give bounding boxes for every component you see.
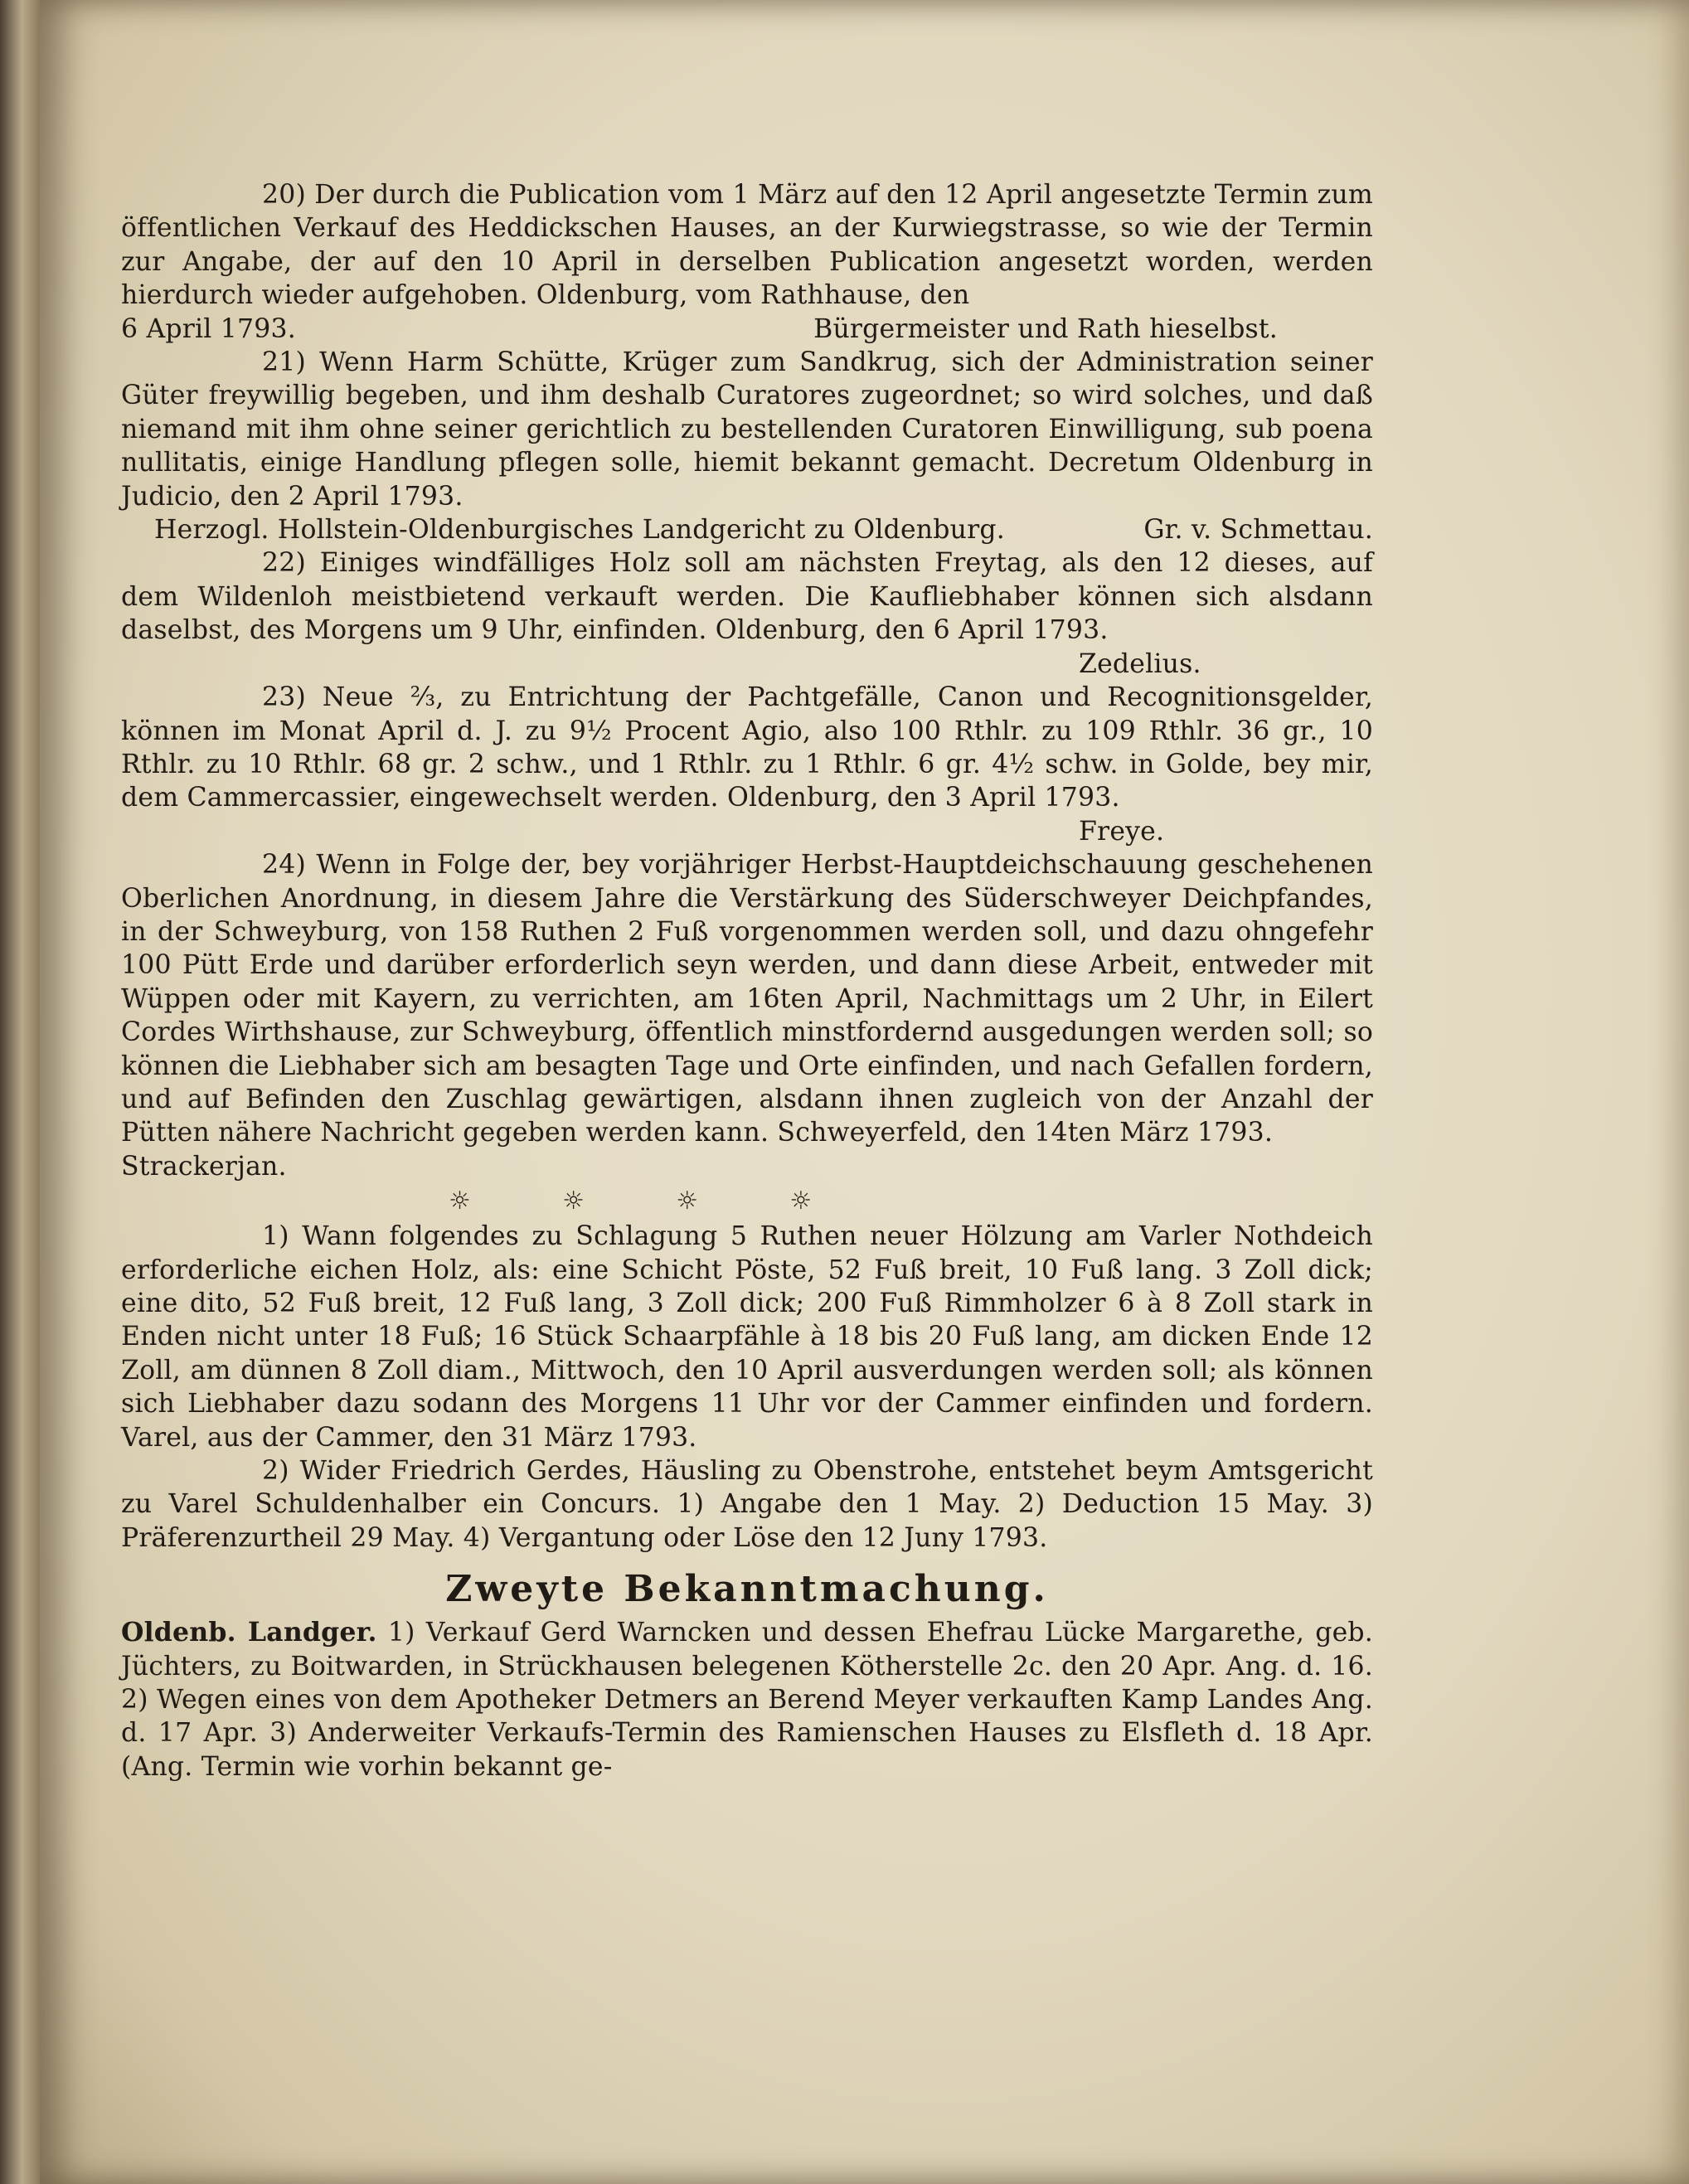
page-text: [121, 178, 1373, 1784]
notice-21: 21) Wenn Harm Schütte, Krüger zum Sandkrug, sich der Administration seiner Güter freywillig begeben, und ihm deshalb Curatores zugeordnet; so wird solches, und daß niemand mit ihm ohne seiner gerichtlich zu bestellenden Curatoren Einwilligung, sub poena nullitatis, einige Handlung pflegen solle, hiemit bekannt gemacht. Decretum Oldenburg in Judicio, den 2 April 1793.: [121, 347, 1373, 512]
previous-page-edge: [0, 0, 40, 2184]
ornament-sun-icon: ☼: [562, 1186, 585, 1216]
document-page: [40, 0, 1689, 2184]
varel-notice-2: 2) Wider Friedrich Gerdes, Häusling zu Obenstrohe, entstehet beym Amtsgericht zu Varel Schuldenhalber ein Concurs. 1) Angabe den 1 May. 2) Deduction 15 May. 3) Präferenzurtheil 29 May. 4) Vergantung oder Löse den 12 Juny 1793.: [121, 1456, 1373, 1553]
ornament-sun-icon: ☼: [449, 1186, 472, 1216]
varel-notice-1: 1) Wann folgendes zu Schlagung 5 Ruthen neuer Hölzung am Varler Nothdeich erforderliche eichen Holz, als: eine Schicht Pöste, 52 Fuß breit, 10 Fuß lang. 3 Zoll dick; eine dito, 52 Fuß breit, 12 Fuß lang, 3 Zoll dick; 200 Fuß Rimmholzer 6 à 8 Zoll stark in Enden nicht unter 18 Fuß; 16 Stück Schaarpfähle à 18 bis 20 Fuß lang, am dicken Ende 12 Zoll, am dünnen 8 Zoll diam., Mittwoch, den 10 April ausverdungen werden soll; als können sich Liebhaber dazu sodann des Morgens 11 Uhr vor der Cammer einfinden und fordern. Varel, aus der Cammer, den 31 März 1793.: [121, 1221, 1373, 1453]
notice-24-signer: Strackerjan.: [121, 1151, 287, 1182]
section-heading: Zweyte Bekanntmachung.: [445, 1568, 1049, 1611]
notice-24: 24) Wenn in Folge der, bey vorjähriger Herbst-Hauptdeichschauung geschehenen Oberlichen Anordnung, in diesem Jahre die Verstärkung des Süderschweyer Deichpfandes, in der Schweyburg, von 158 Ruthen 2 Fuß vorgenommen werden soll, und dazu ohngefehr 100 Pütt Erde und darüber erforderlich seyn werden, und dann diese Arbeit, entweder mit Wüppen oder mit Kayern, zu verrichten, am 16ten April, Nachmittags um 2 Uhr, in Eilert Cordes Wirthshause, zur Schweyburg, öffentlich minstfordernd ausgedungen werden soll; so können die Liebhaber sich am besagten Tage und Orte einfinden, und nach Gefallen fordern, und auf Befinden den Zuschlag gewärtigen, alsdann ihnen zugleich von der Anzahl der Pütten nähere Nachricht gegeben werden kann. Schweyerfeld, den 14ten März 1793.: [121, 850, 1373, 1148]
ornament-sun-icon: ☼: [789, 1186, 813, 1216]
second-announcement: [121, 1616, 1373, 1784]
notice-23: 23) Neue ⅔, zu Entrichtung der Pachtgefälle, Canon und Recognitionsgelder, können im Monat April d. J. zu 9½ Procent Agio, also 100 Rthlr. zu 109 Rthlr. 36 gr., 10 Rthlr. zu 10 Rthlr. 68 gr. 2 schw., und 1 Rthlr. zu 1 Rthlr. 6 gr. 4½ schw. in Golde, bey mir, dem Cammercassier, eingewechselt werden. Oldenburg, den 3 April 1793.: [121, 682, 1373, 813]
notice-22-signer: Zedelius.: [1079, 648, 1201, 679]
notice-20-date: 6 April 1793.: [121, 313, 296, 344]
notice-20-signature: [121, 313, 1373, 346]
ornament-sun-icon: ☼: [676, 1186, 699, 1216]
court-abbreviation: Oldenb. Landger.: [121, 1617, 377, 1648]
notice-20-signer: Bürgermeister und Rath hieselbst.: [813, 313, 1278, 344]
notice-23-signer: Freye.: [1079, 816, 1165, 847]
notice-21-court: Herzogl. Hollstein-Oldenburgisches Landgericht zu Oldenburg.: [154, 515, 1005, 546]
second-announcement-text: 1) Verkauf Gerd Warncken und dessen Ehefrau Lücke Margarethe, geb. Jüchters, zu Boitwarden, in Strückhausen belegenen Kötherstelle 2c. den 20 Apr. Ang. d. 16. 2) Wegen eines von dem Apotheker Detmers an Berend Meyer verkauften Kamp Landes Ang. d. 17 Apr. 3) Anderweiter Verkaufs-Termin des Ramienschen Hauses zu Elsfleth d. 18 Apr. (Ang. Termin wie vorhin bekannt ge-: [121, 1618, 1373, 1782]
notice-22: 22) Einiges windfälliges Holz soll am nächsten Freytag, als den 12 dieses, auf dem Wildenloh meistbietend verkauft werden. Die Kaufliebhaber können sich alsdann daselbst, des Morgens um 9 Uhr, einfinden. Oldenburg, den 6 April 1793.: [121, 548, 1373, 646]
notice-21-signature: [121, 513, 1373, 546]
notice-20: 20) Der durch die Publication vom 1 März auf den 12 April angesetzte Termin zum öffentlichen Verkauf des Heddickschen Hauses, an der Kurwiegstrasse, so wie der Termin zur Angabe, der auf den 10 April in derselben Publication angesetzt worden, werden hierdurch wieder aufgehoben. Oldenburg, vom Rathhause, den: [121, 180, 1373, 311]
section-ornament: [121, 1183, 1373, 1220]
notice-21-signer: Gr. v. Schmettau.: [1143, 515, 1373, 546]
